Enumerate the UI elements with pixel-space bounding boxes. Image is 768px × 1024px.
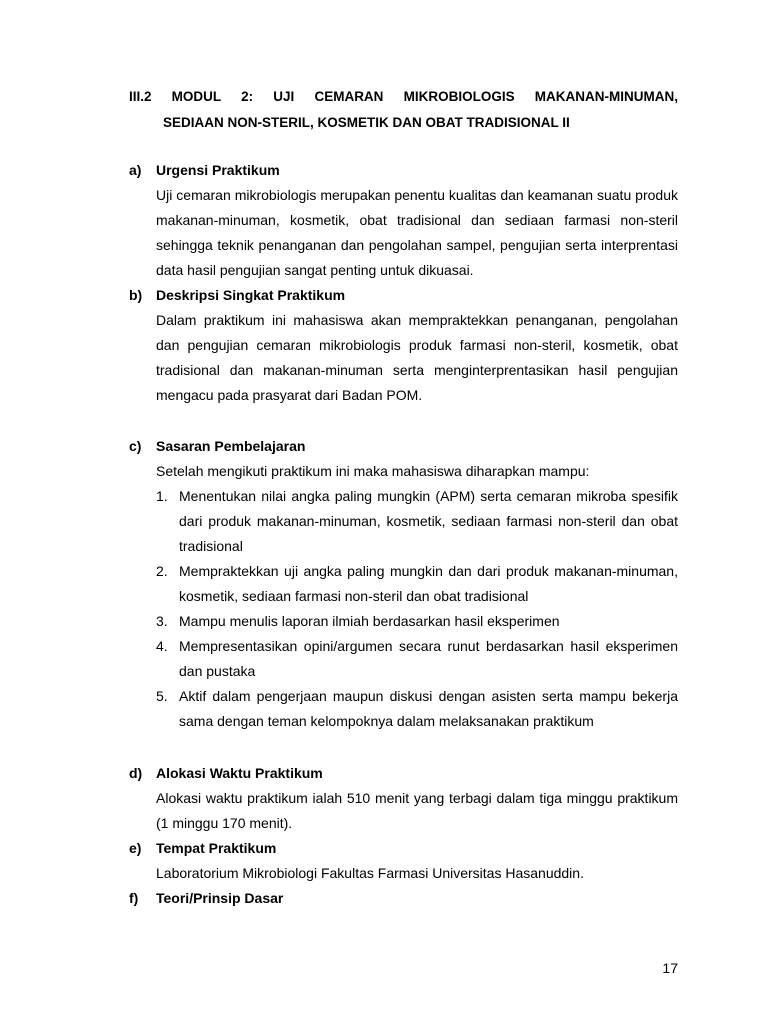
list-number: 4. [156,638,168,654]
section-letter: d) [129,765,143,781]
section-letter: c) [129,438,142,454]
list-item [156,484,678,559]
list-number: 5. [156,688,168,704]
list-item [156,559,678,609]
section-heading [129,886,678,911]
list-number: 3. [156,613,168,629]
section-title: Deskripsi Singkat Praktikum [156,287,346,303]
page-number: 17 [662,960,678,976]
section-alokasi-waktu [129,761,678,836]
section-heading [129,761,678,786]
list-item [156,634,678,684]
section-letter: a) [129,162,142,178]
section-letter: f) [129,890,139,906]
section-title: Urgensi Praktikum [156,162,280,178]
section-body: Alokasi waktu praktikum ialah 510 menit yang terbagi dalam tiga minggu praktikum (1 minggu 170 menit). [156,790,678,831]
list-item [156,609,678,634]
section-title: Sasaran Pembelajaran [156,438,306,454]
section-title: Alokasi Waktu Praktikum [156,765,323,781]
learning-objectives-list [156,484,678,734]
section-intro: Setelah mengikuti praktikum ini maka mahasiswa diharapkan mampu: [156,463,590,479]
list-text: Menentukan nilai angka paling mungkin (APM) serta cemaran mikroba spesifik dari produk makanan-minuman, kosmetik, sediaan farmasi non-steril dan obat tradisional [179,488,678,554]
section-letter: e) [129,840,142,856]
list-number: 2. [156,563,168,579]
list-text: Mempresentasikan opini/argumen secara runut berdasarkan hasil eksperimen dan pustaka [179,638,678,679]
section-deskripsi [129,283,678,408]
section-body: Laboratorium Mikrobiologi Fakultas Farmasi Universitas Hasanuddin. [156,865,584,881]
list-text: Mempraktekkan uji angka paling mungkin dan dari produk makanan-minuman, kosmetik, sediaan farmasi non-steril dan obat tradisional [179,563,678,604]
section-tempat [129,836,678,886]
module-title-line-1: III.2 MODUL 2: UJI CEMARAN MIKROBIOLOGIS MAKANAN-MINUMAN, [129,89,678,104]
list-number: 1. [156,488,168,504]
list-text: Aktif dalam pengerjaan maupun diskusi dengan asisten serta mampu bekerja sama dengan teman kelompoknya dalam melaksanakan praktikum [179,688,678,729]
section-urgensi [129,158,678,283]
section-heading [129,283,678,308]
list-item [156,684,678,734]
section-heading [129,434,678,459]
section-title: Teori/Prinsip Dasar [156,890,284,906]
section-body: Uji cemaran mikrobiologis merupakan penentu kualitas dan keamanan suatu produk makanan-minuman, kosmetik, obat tradisional dan sediaan farmasi non-steril sehingga teknik penanganan dan pengolahan sampel, pengujian serta interprentasi data hasil pengujian sangat penting untuk dikuasai. [156,187,678,278]
section-letter: b) [129,287,143,303]
section-sasaran [129,434,678,734]
section-body: Dalam praktikum ini mahasiswa akan mempraktekkan penanganan, pengolahan dan pengujian cemaran mikrobiologis produk farmasi non-steril, kosmetik, obat tradisional dan makanan-minuman serta menginterprentasikan hasil pengujian mengacu pada prasyarat dari Badan POM. [156,312,678,403]
module-title-line-2: SEDIAAN NON-STERIL, KOSMETIK DAN OBAT TRADISIONAL II [163,115,570,130]
list-text: Mampu menulis laporan ilmiah berdasarkan hasil eksperimen [179,613,560,629]
section-teori [129,886,678,911]
section-heading [129,836,678,861]
section-title: Tempat Praktikum [156,840,277,856]
section-heading [129,158,678,183]
